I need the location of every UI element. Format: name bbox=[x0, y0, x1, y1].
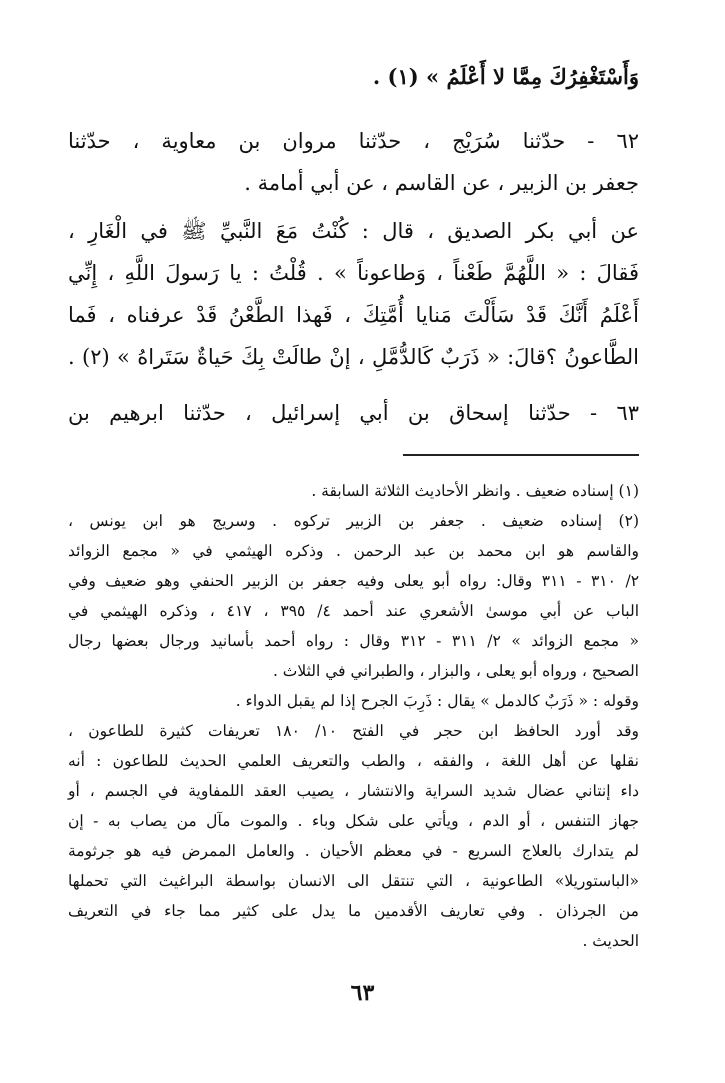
footnote-line: الحديث . bbox=[582, 932, 639, 950]
main-text-line: عن أبي بكر الصديق ، قال : كُنْتُ مَعَ النَّبيِّ ﷺ في الْغَارِ ، bbox=[68, 219, 639, 243]
page-number: ٦٣ bbox=[350, 980, 375, 1006]
footnote-line: نقلها عن أهل اللغة ، والفقه ، والطب والتعريف العلمي الحديث للطاعون : أنه bbox=[68, 752, 639, 770]
footnote-line: وقوله : « ذَرَبٌ كالدمل » يقال : ذَرِبَ الجرح إذا لم يقبل الدواء . bbox=[235, 692, 639, 710]
footnote-line: الصحيح ، ورواه أبو يعلى ، والبزار ، والطبراني في الثلاث . bbox=[272, 662, 639, 680]
footnote-line: « مجمع الزوائد » ٢/ ٣١١ - ٣١٢ وقال : رواه أحمد بأسانيد ورجال بعضها رجال bbox=[68, 632, 639, 650]
main-text-line: أَعْلَمُ أَنَّكَ قَدْ سَأَلْتَ مَنايا أُمَّتِكَ ، فَهذا الطَّعْنُ قَدْ عرفناه ، فَما bbox=[68, 303, 639, 327]
footnote-line: والقاسم هو ابن محمد بن عبد الرحمن . وذكره الهيثمي في « مجمع الزوائد bbox=[68, 542, 639, 560]
main-text-line: وَأَسْتَغْفِرُكَ مِمَّا لا أَعْلَمُ » (١) . bbox=[372, 64, 639, 89]
footnote-line: الباب عن أبي موسىٰ الأشعري عند أحمد ٤/ ٣٩٥ ، ٤١٧ ، وذكره الهيثمي في bbox=[68, 602, 640, 620]
footnote-line: ٢/ ٣١٠ - ٣١١ وقال: رواه أبو يعلى وفيه جعفر بن الزبير الحنفي وهو ضعيف وفي bbox=[68, 572, 640, 590]
footnote-line: وقد أورد الحافظ ابن حجر في الفتح ١٠/ ١٨٠ تعريفات كثيرة للطاعون ، bbox=[68, 722, 639, 740]
footnote-separator bbox=[403, 454, 639, 456]
footnote-line: (١) إسناده ضعيف . وانظر الأحاديث الثلاثة السابقة . bbox=[311, 482, 639, 500]
main-text-line: الطَّاعونُ ؟قالَ: « ذَرَبٌ كَالدُّمَّلِ ، إنْ طالَتْ بِكَ حَياةٌ سَتَراهُ » (٢) . bbox=[68, 345, 640, 369]
footnote-line: لم يتدارك بالعلاج السريع - في معظم الأحيان . والعامل الممرض فيه هو جرثومة bbox=[68, 842, 639, 860]
footnote-line: «الباستوريلا» الطاعونية ، التي تنتقل الى الانسان بواسطة البراغيث التي تحملها bbox=[68, 872, 639, 890]
footnote-line: داء إنتاني عضال شديد السراية والانتشار ، يصيب العقد اللمفاوية في الجسم ، أو bbox=[68, 782, 639, 800]
main-text-line: ٦٢ - حدّثنا سُرَيْج ، حدّثنا مروان بن معاوية ، حدّثنا bbox=[68, 129, 639, 153]
footnote-line: من الجرذان . وفي تعاريف الأقدمين ما يدل على كثير مما جاء في التعريف bbox=[68, 902, 639, 920]
main-text-line: جعفر بن الزبير ، عن القاسم ، عن أبي أمامة . bbox=[244, 171, 639, 195]
footnote-line: (٢) إسناده ضعيف . جعفر بن الزبير تركوه . وسريج هو ابن يونس ، bbox=[68, 512, 639, 530]
main-text-line: ٦٣ - حدّثنا إسحاق بن أبي إسرائيل ، حدّثنا ابرهيم بن bbox=[68, 401, 639, 425]
footnote-line: جهاز التنفس ، أو الدم ، ويأتي على شكل وباء . والموت مآل من يصاب به - إن bbox=[68, 812, 639, 830]
main-text-line: فَقالَ : « اللَّهُمَّ طَعْناً ، وَطاعوناً » . قُلْتُ : يا رَسولَ اللَّهِ ، إِنِّي bbox=[68, 261, 639, 285]
